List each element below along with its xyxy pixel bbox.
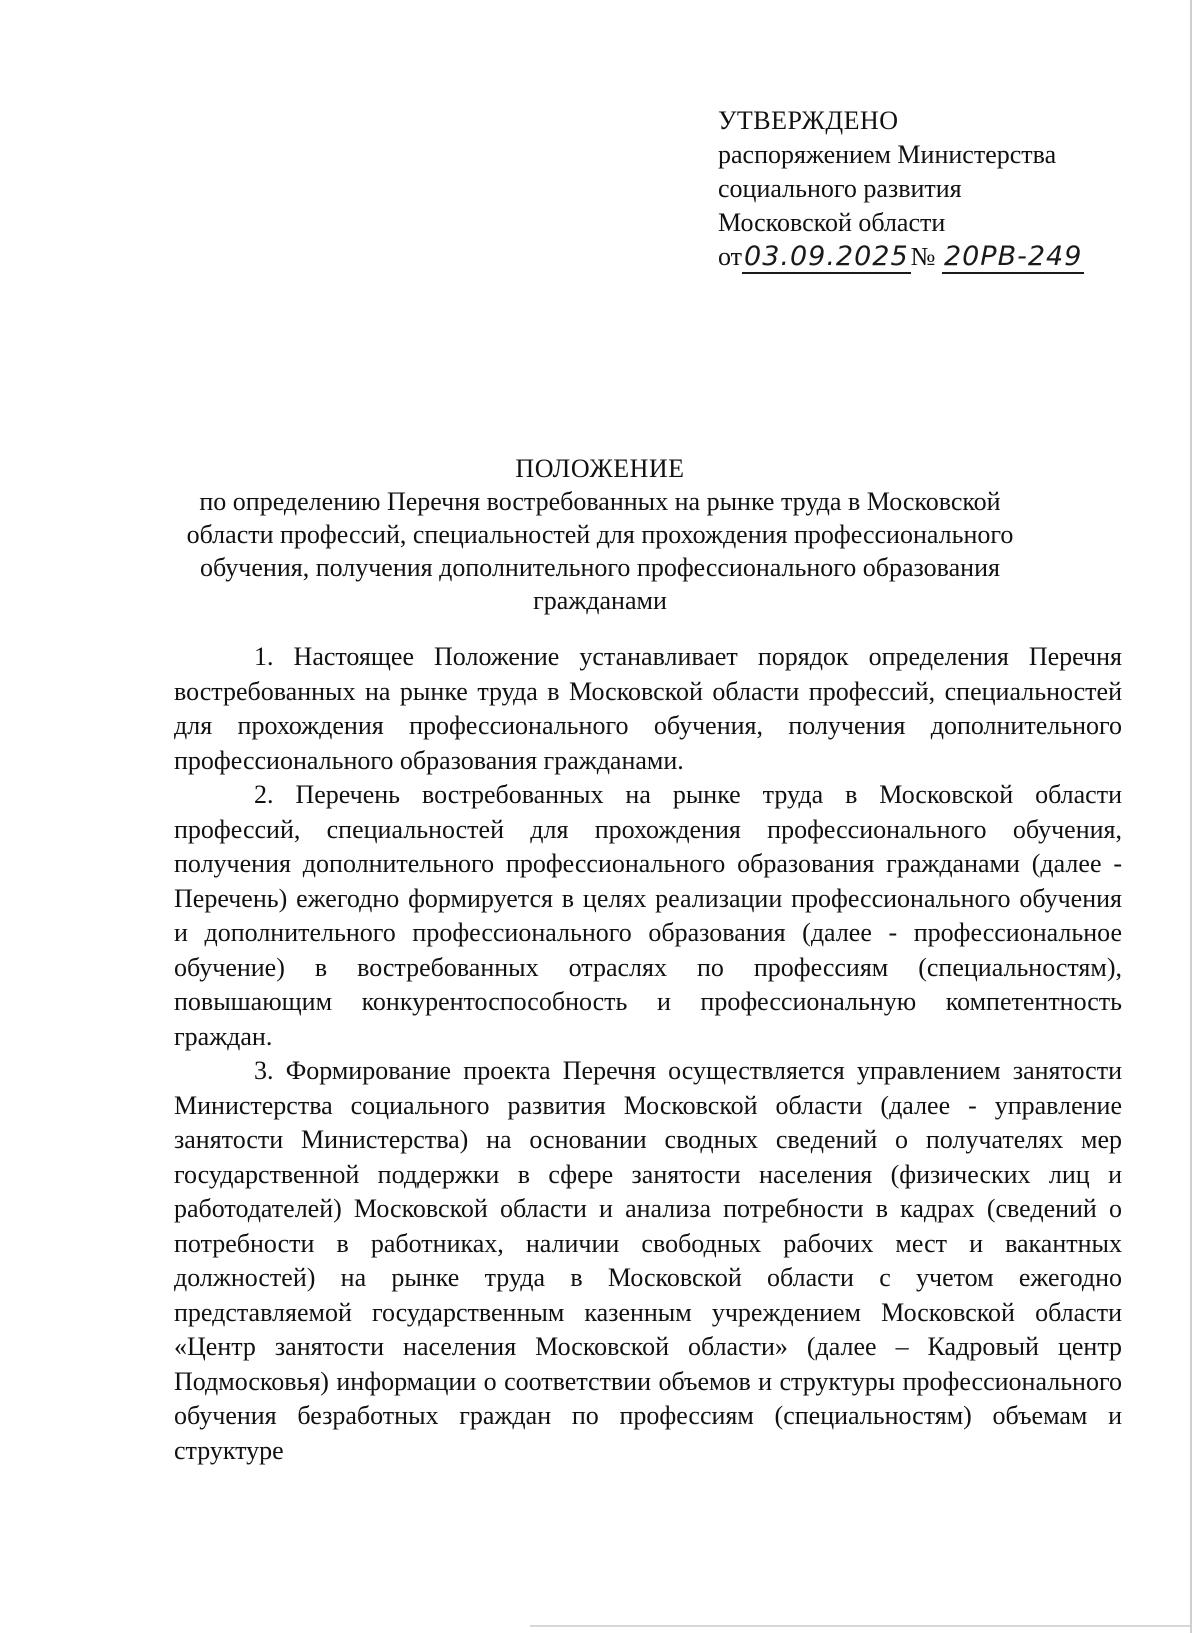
scan-edge-right: [1190, 0, 1192, 1633]
handwritten-number: 20РВ-249: [943, 241, 1083, 272]
document-title: ПОЛОЖЕНИЕ: [515, 454, 685, 483]
document-title-block: [180, 452, 1020, 617]
approval-heading: УТВЕРЖДЕНО: [718, 106, 899, 135]
paragraph-1: 1. Настоящее Положение устанавливает порядок определения Перечня востребованных на рынке труда в Московской области профессий, специальностей для прохождения профессионального обучения, получения дополнительного профессионального образования гражданами.: [174, 642, 1122, 775]
approval-line-1: распоряжением Министерства: [718, 140, 1057, 169]
approval-line-2: социального развития: [718, 174, 962, 203]
document-subtitle: по определению Перечня востребованных на рынке труда в Московской области профессий, специальностей для прохождения профессионального обучения, получения дополнительного профессионального образования гражданами: [186, 487, 1014, 615]
paragraph-3: 3. Формирование проекта Перечня осуществляется управлением занятости Министерства социального развития Московской области (далее - управление занятости Министерства) на основании сводных сведений о получателях мер государственной поддержки в сфере занятости населения (физических лиц и работодателей) Московской области и анализа потребности в кадрах (сведений о потребности в работниках, наличии свободных рабочих мест и вакантных должностей) на рынке труда в Московской области с учетом ежегодно представляемой государственным казенным учреждением Московской области «Центр занятости населения Московской области» (далее – Кадровый центр Подмосковья) информации о соответствии объемов и структуры профессионального обучения безработных граждан по профессиям (специальностям) объемам и структуре: [174, 1056, 1122, 1465]
handwritten-date: 03.09.2025: [744, 241, 909, 272]
approval-line-3: Московской области: [718, 208, 946, 237]
paragraph-2: 2. Перечень востребованных на рынке труда в Московской области профессий, специальностей для прохождения профессионального обучения, получения дополнительного профессионального образования гражданами (далее - Перечень) ежегодно формируется в целях реализации профессионального обучения и дополнительного профессионального образования (далее - профессиональное обучение) в востребованных отраслях по профессиям (специальностям), повышающим конкурентоспособность и профессиональную компетентность граждан.: [174, 780, 1122, 1051]
scan-edge-bottom: [530, 1625, 1190, 1627]
approval-date-line: [718, 240, 1084, 274]
number-prefix: №: [910, 242, 936, 271]
date-prefix: от: [718, 242, 743, 271]
document-body: [174, 640, 1122, 1468]
approval-stamp-block: [718, 104, 1084, 274]
